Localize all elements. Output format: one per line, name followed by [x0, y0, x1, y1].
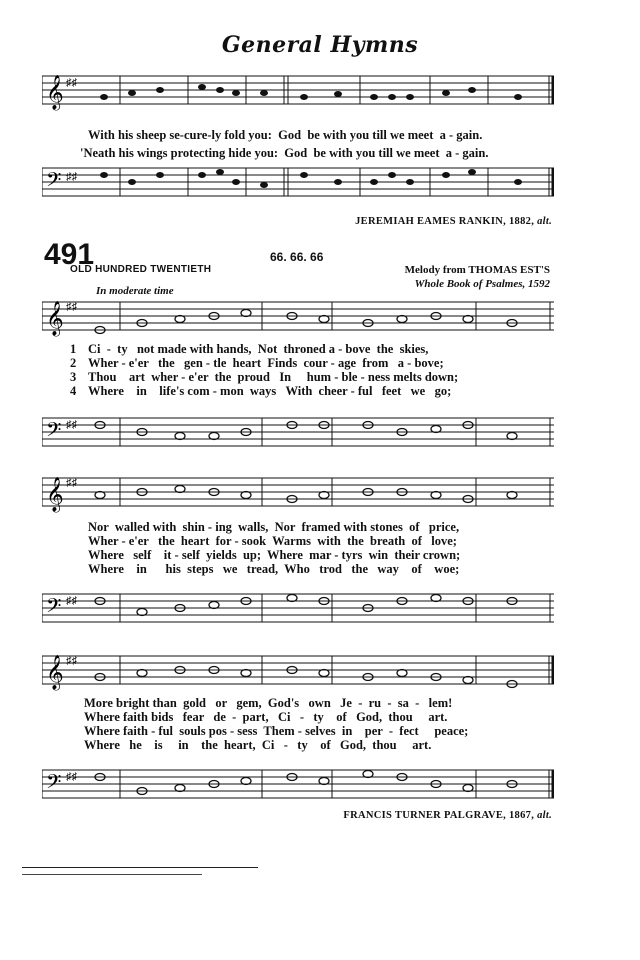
verse-number: 1	[70, 342, 77, 356]
system2-verse-4: Where in his steps we tread, Who trod the way of woe;	[88, 562, 460, 576]
verse-text: Ci - ty not made with hands, Not throned a - bove the skies,	[88, 342, 429, 356]
system1-verse-3	[70, 370, 458, 385]
system3-verse-3: Where faith - ful souls pos - sess Them - selves in per - fect peace;	[84, 724, 469, 738]
system1-bass-staff	[42, 412, 554, 452]
system1-verse-4	[70, 384, 451, 399]
prev-hymn-lyric-line-2: 'Neath his wings protecting hide you: God be with you till we meet a - gain.	[80, 146, 489, 160]
svg-text:𝄞: 𝄞	[46, 477, 64, 512]
system1-verse-1	[70, 342, 428, 357]
hymn-author-alt: alt.	[537, 810, 552, 821]
svg-text:𝄢: 𝄢	[46, 594, 62, 622]
system2-verse-3: Where self it - self yields up; Where mar - tyrs win their crown;	[88, 548, 461, 562]
prev-hymn-author-credit	[355, 216, 552, 227]
prev-hymn-bass-staff	[42, 162, 554, 202]
system2-bass-staff	[42, 588, 554, 628]
svg-text:𝄢: 𝄢	[46, 168, 62, 196]
page-header: General Hymns	[221, 32, 419, 58]
hymn-meter: 66. 66. 66	[270, 250, 324, 264]
prev-hymn-treble-staff	[42, 72, 554, 112]
svg-text:𝄞: 𝄞	[46, 75, 64, 110]
verse-text: Thou art wher - e'er the proud In hum - ble - ness melts down;	[88, 370, 459, 384]
svg-text:♯♯: ♯♯	[66, 771, 77, 783]
verse-number: 4	[70, 384, 77, 398]
svg-text:♯♯: ♯♯	[66, 419, 77, 431]
system2-verse-1: Nor walled with shin - ing walls, Nor framed with stones of price,	[88, 520, 460, 534]
prev-hymn-author-name: JEREMIAH EAMES RANKIN, 1882,	[355, 216, 535, 227]
svg-text:♯♯: ♯♯	[66, 477, 77, 489]
footer-rule-short	[22, 874, 202, 875]
hymn-author-credit	[343, 810, 552, 821]
hymn-author-name: FRANCIS TURNER PALGRAVE, 1867,	[343, 810, 535, 821]
svg-text:♯♯: ♯♯	[66, 655, 77, 667]
system3-verse-4: Where he is in the heart, Ci - ty of God, thou art.	[84, 738, 432, 752]
footer-rule	[22, 867, 258, 868]
svg-text:𝄢: 𝄢	[46, 770, 62, 798]
tune-name: OLD HUNDRED TWENTIETH	[70, 264, 212, 275]
system2-treble-staff	[42, 474, 554, 514]
system3-verse-2: Where faith bids fear de - part, Ci - ty of God, thou art.	[84, 710, 448, 724]
prev-hymn-author-alt: alt.	[537, 216, 552, 227]
svg-text:𝄞: 𝄞	[46, 655, 64, 690]
verse-number: 2	[70, 356, 77, 370]
svg-text:♯♯: ♯♯	[66, 171, 77, 183]
system1-treble-staff	[42, 298, 554, 338]
system3-bass-staff	[42, 764, 554, 804]
system2-verse-2: Wher - e'er the heart for - sook Warms with the breath of love;	[88, 534, 457, 548]
svg-text:♯♯: ♯♯	[66, 595, 77, 607]
system3-treble-staff	[42, 652, 554, 692]
svg-text:♯♯: ♯♯	[66, 77, 77, 89]
melody-source: Melody from THOMAS EST'S	[404, 264, 550, 276]
prev-hymn-lyric-line-1: With his sheep se-cure-ly fold you: God be with you till we meet a - gain.	[88, 128, 483, 142]
svg-text:𝄞: 𝄞	[46, 301, 64, 336]
svg-text:♯♯: ♯♯	[66, 301, 77, 313]
verse-number: 3	[70, 370, 77, 384]
system3-verse-1: More bright than gold or gem, God's own Je - ru - sa - lem!	[84, 696, 453, 710]
system1-verse-2	[70, 356, 444, 371]
verse-text: Wher - e'er the gen - tle heart Finds cour - age from a - bove;	[88, 356, 444, 370]
tempo-marking: In moderate time	[96, 285, 174, 297]
hymn-number: 491	[44, 238, 95, 271]
melody-source-book: Whole Book of Psalmes, 1592	[414, 278, 550, 290]
verse-text: Where in life's com - mon ways With cheer - ful feet we go;	[88, 384, 452, 398]
svg-text:𝄢: 𝄢	[46, 418, 62, 446]
